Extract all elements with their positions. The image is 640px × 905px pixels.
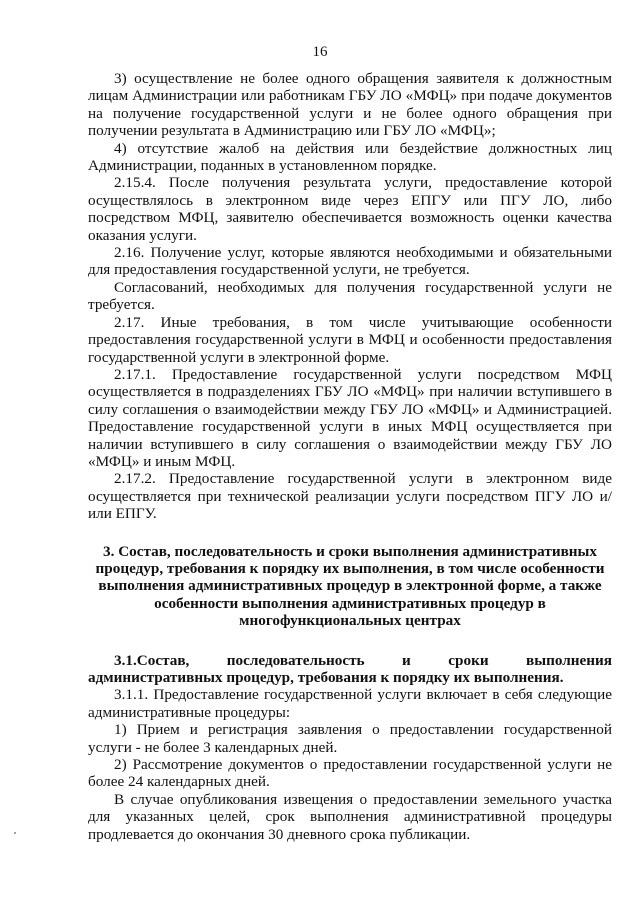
paragraph-2-17: 2.17. Иные требования, в том числе учитывающие особенности предоставления государственной услуги в МФЦ и особенности предоставления государственной услуги в электронной форме. xyxy=(88,313,612,366)
paragraph-item-3: 3) осуществление не более одного обращения заявителя к должностным лицам Администрации или работникам ГБУ ЛО «МФЦ» при подаче документов на получение государственной услуги и не более одного обращения при получении результата в Администрацию или ГБУ ЛО «МФЦ»; xyxy=(88,70,612,140)
procedure-item-1: 1) Прием и регистрация заявления о предоставлении государственной услуги - не более 3 календарных дней. xyxy=(88,721,612,756)
procedure-item-2: 2) Рассмотрение документов о предоставлении государственной услуги не более 24 календарных дней. xyxy=(88,756,612,791)
subsection-heading: 3.1.Состав, последовательность и сроки выполнения административных процедур, требования к порядку их выполнения. xyxy=(88,651,612,686)
section-heading: 3. Состав, последовательность и сроки выполнения административных процедур, требования к порядку их выполнения, в том числе особенности выполнения административных процедур в электронной форме, а также особенности выполнения административных процедур в многофункциональных центрах xyxy=(95,542,605,630)
paragraph-2-16: 2.16. Получение услуг, которые являются необходимыми и обязательными для предоставления государственной услуги, не требуется. xyxy=(88,244,612,279)
paragraph-item-4: 4) отсутствие жалоб на действия или бездействие должностных лиц Администрации, поданных в установленном порядке. xyxy=(88,139,612,175)
paragraph-publication: В случае опубликования извещения о предоставлении земельного участка для указанных целей, срок выполнения административной процедуры продлевается до окончания 30 дневного срока публикации. xyxy=(88,790,612,843)
paragraph-2-17-1: 2.17.1. Предоставление государственной услуги посредством МФЦ осуществляется в подразделениях ГБУ ЛО «МФЦ» при наличии вступившего в силу соглашения о взаимодействии между ГБУ ЛО «МФЦ» и Администрацией. Предоставление государственной услуги в иных МФЦ осуществляется при наличии вступившего в силу соглашения о взаимодействии между ГБУ ЛО «МФЦ» и иным МФЦ. xyxy=(88,365,612,470)
page-number: 16 xyxy=(312,44,328,60)
paragraph-2-17-2: 2.17.2. Предоставление государственной услуги в электронном виде осуществляется при технической реализации услуги посредством ПГУ ЛО и/или ЕПГУ. xyxy=(88,470,612,523)
scan-speck xyxy=(14,832,16,834)
paragraph-approvals: Согласований, необходимых для получения государственной услуги не требуется. xyxy=(88,278,612,314)
paragraph-3-1-1: 3.1.1. Предоставление государственной услуги включает в себя следующие административные процедуры: xyxy=(88,686,612,721)
document-body xyxy=(88,70,612,843)
paragraph-2-15-4: 2.15.4. После получения результата услуги, предоставление которой осуществлялось в электронном виде через ЕПГУ или ПГУ ЛО, либо посредством МФЦ, заявителю обеспечивается возможность оценки качества оказания услуги. xyxy=(88,174,612,244)
